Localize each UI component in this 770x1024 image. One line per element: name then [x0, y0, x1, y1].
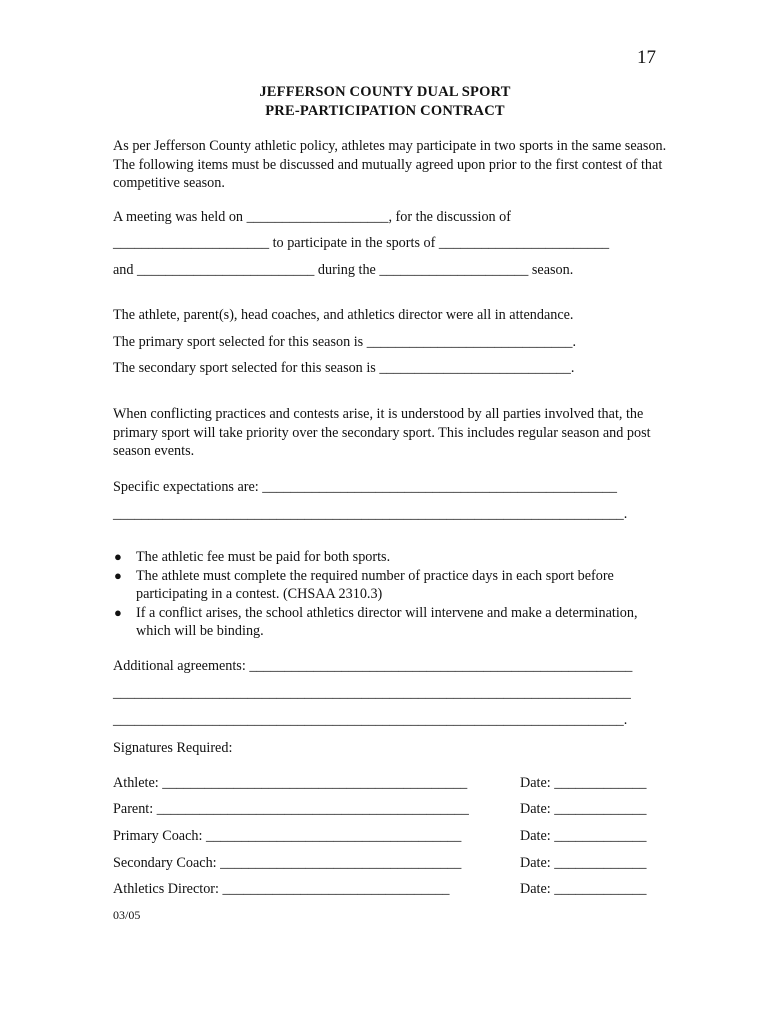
additional-agreements-line-1: Additional agreements: ______________________________________________________ — [113, 658, 633, 674]
attendance-statement: The athlete, parent(s), head coaches, and athletics director were all in attendance. — [113, 307, 574, 323]
requirements-list — [113, 548, 673, 641]
signature-athletics-director: Athletics Director: ________________________________ — [113, 881, 450, 897]
expectations-line-1: Specific expectations are: __________________________________________________ — [113, 479, 617, 495]
signature-parent: Parent: ____________________________________________ — [113, 801, 469, 817]
date-athlete: Date: _____________ — [520, 775, 647, 791]
conflict-paragraph: When conflicting practices and contests arise, it is understood by all parties involved that, the primary sport will take priority over the secondary sport. This includes regular season and post season events. — [113, 406, 651, 459]
bullet-icon: ● — [114, 549, 122, 564]
meeting-line-1: A meeting was held on ____________________, for the discussion of — [113, 209, 511, 225]
signature-athlete: Athlete: ___________________________________________ — [113, 775, 468, 791]
additional-agreements-line-2: _________________________________________________________________________ — [113, 685, 631, 701]
date-parent: Date: _____________ — [520, 801, 647, 817]
secondary-sport-line: The secondary sport selected for this season is ___________________________. — [113, 360, 575, 376]
signature-primary-coach: Primary Coach: ____________________________________ — [113, 828, 462, 844]
list-item: ● The athletic fee must be paid for both sports. — [114, 549, 391, 565]
date-primary-coach: Date: _____________ — [520, 828, 647, 844]
meeting-line-3: and _________________________ during the _____________________ season. — [113, 262, 574, 278]
primary-sport-line: The primary sport selected for this season is _____________________________. — [113, 334, 576, 350]
bullet-icon: ● — [114, 604, 122, 620]
signature-secondary-coach: Secondary Coach: __________________________________ — [113, 855, 462, 871]
expectations-line-2: ________________________________________________________________________. — [113, 506, 628, 522]
document-title-line1: JEFFERSON COUNTY DUAL SPORT — [259, 84, 511, 100]
intro-paragraph: As per Jefferson County athletic policy, athletes may participate in two sports in the same season. The following items must be discussed and mutually agreed upon prior to the first contest of that competitive season. — [113, 138, 667, 191]
list-item: ● If a conflict arises, the school athletics director will intervene and make a determination, which will be binding. — [114, 604, 638, 639]
date-secondary-coach: Date: _____________ — [520, 855, 647, 871]
footer-revision-code: 03/05 — [113, 908, 141, 922]
signatures-heading: Signatures Required: — [113, 740, 233, 756]
meeting-line-2: ______________________ to participate in the sports of ________________________ — [113, 235, 610, 251]
list-item: ● The athlete must complete the required number of practice days in each sport before participating in a contest. (CHSAA 2310.3) — [114, 567, 614, 602]
bullet-icon: ● — [114, 567, 122, 583]
date-athletics-director: Date: _____________ — [520, 881, 647, 897]
page-number: 17 — [637, 47, 656, 68]
document-title-line2: PRE-PARTICIPATION CONTRACT — [265, 103, 505, 119]
additional-agreements-line-3: ________________________________________________________________________. — [113, 712, 628, 728]
